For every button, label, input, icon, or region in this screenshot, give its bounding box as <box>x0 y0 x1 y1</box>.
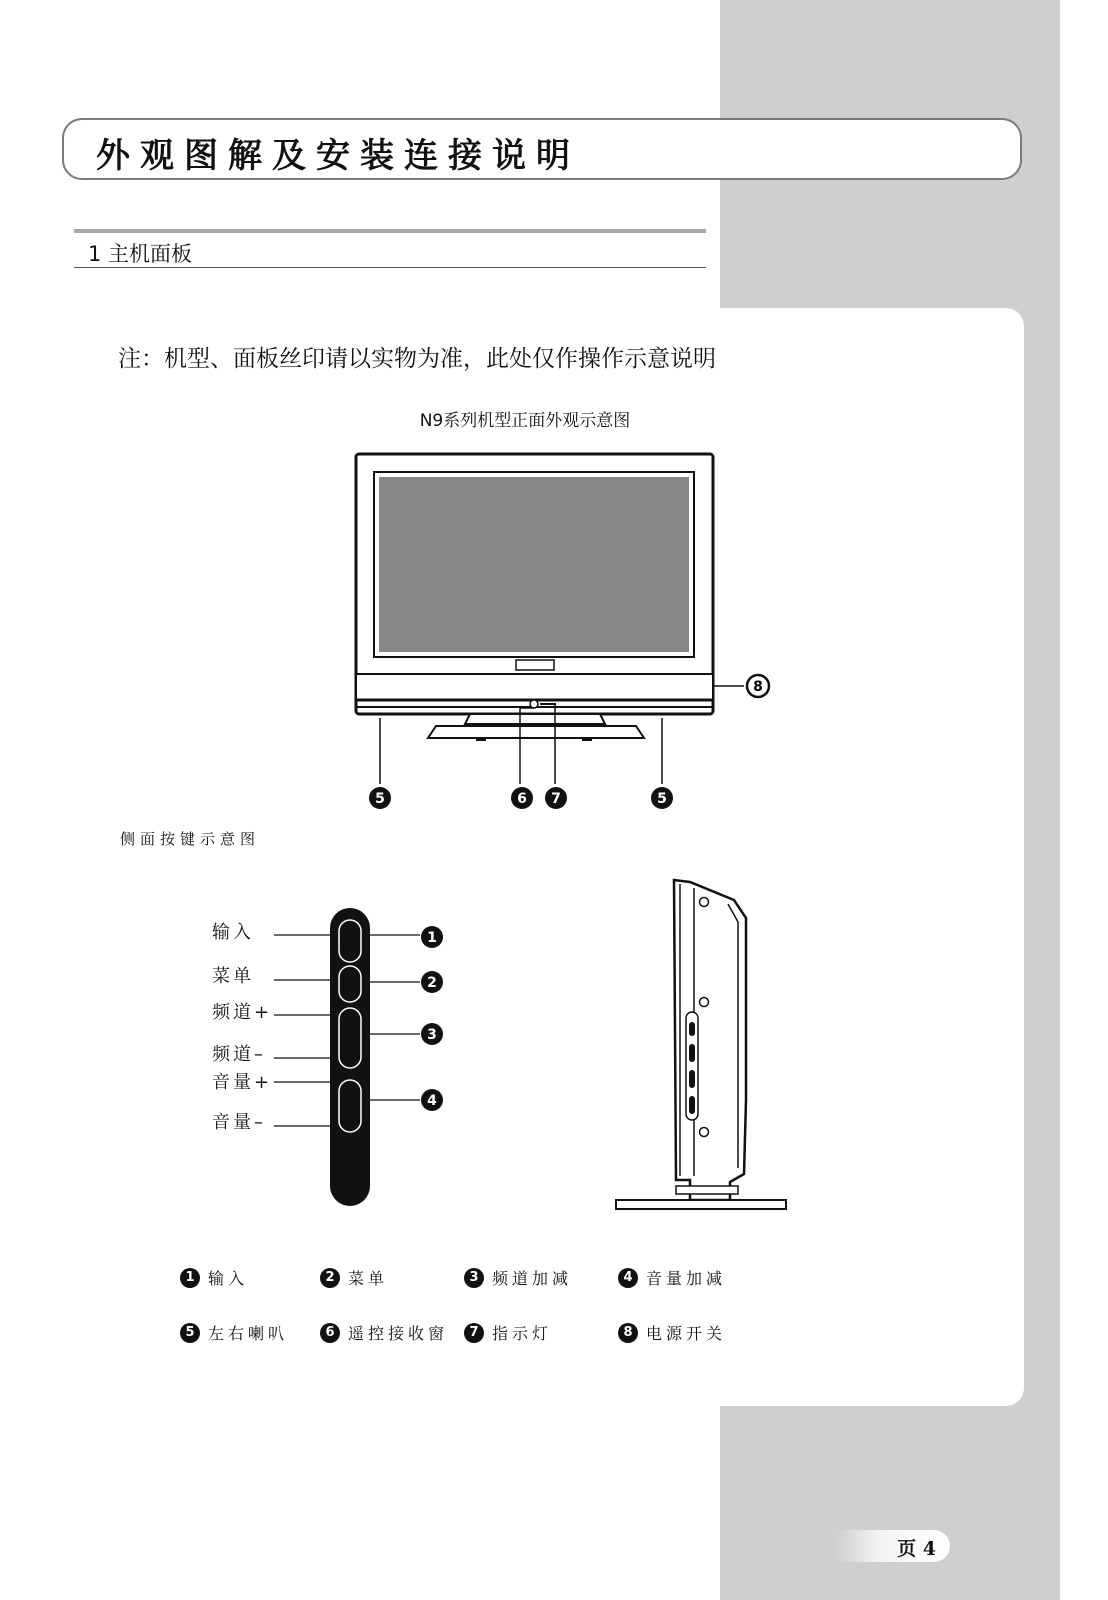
legend-item-power <box>618 1321 726 1344</box>
side-callout-4 <box>421 1089 443 1111</box>
key-label-channel-up: 频道+ <box>212 1002 273 1023</box>
legend-label-5: 左右喇叭 <box>208 1324 289 1343</box>
callout-7-label: 7 <box>551 791 561 807</box>
ir-receiver-window <box>530 700 538 708</box>
key-label-input: 输入 <box>212 922 254 943</box>
key-label-menu: 菜单 <box>212 966 254 987</box>
callout-6 <box>511 787 533 809</box>
legend-num-3: 3 <box>464 1268 484 1288</box>
page-number-tab <box>836 1530 950 1562</box>
legend-label-6: 遥控接收窗 <box>348 1324 449 1343</box>
callout-8-label: 8 <box>753 679 763 695</box>
legend-label-4: 音量加减 <box>646 1269 727 1288</box>
side-callout-1 <box>421 926 443 948</box>
tv-stand-neck <box>465 714 605 724</box>
legend-item-speakers <box>180 1321 288 1344</box>
legend-label-1: 输入 <box>208 1269 249 1288</box>
legend-label-3: 频道加减 <box>492 1269 573 1288</box>
legend-item-ir-window <box>320 1321 448 1344</box>
section-heading: 1 主机面板 <box>88 242 193 266</box>
tv-speaker-band <box>356 674 713 700</box>
callout-6-label: 6 <box>517 791 527 807</box>
legend-num-8: 8 <box>618 1323 638 1343</box>
legend-item-indicator <box>464 1321 552 1344</box>
volume-key <box>339 1080 361 1132</box>
side-callout-3 <box>421 1023 443 1045</box>
side-caption: 侧面按键示意图 <box>120 830 261 848</box>
channel-key <box>339 1008 361 1068</box>
tv-stand-base <box>428 726 644 738</box>
callout-5-right-label: 5 <box>657 791 667 807</box>
callout-7 <box>545 787 567 809</box>
callout-5-left-label: 5 <box>375 791 385 807</box>
legend-label-8: 电源开关 <box>646 1324 727 1343</box>
key-label-volume-down: 音量– <box>212 1112 266 1133</box>
tv-side-profile <box>616 880 786 1209</box>
menu-key <box>339 966 361 1002</box>
tv-screen <box>379 477 689 652</box>
tv-logo-plate <box>516 660 554 670</box>
legend-num-6: 6 <box>320 1323 340 1343</box>
legend-label-7: 指示灯 <box>492 1324 553 1343</box>
callout-8 <box>747 675 769 697</box>
legend-item-input <box>180 1266 248 1289</box>
note-text: 注：机型、面板丝印请以实物为准，此处仅作操作示意说明 <box>118 346 716 372</box>
legend-num-4: 4 <box>618 1268 638 1288</box>
callout-5-right <box>651 787 673 809</box>
legend-item-channel <box>464 1266 572 1289</box>
side-callout-3-label: 3 <box>427 1027 437 1043</box>
side-callout-4-label: 4 <box>427 1093 437 1109</box>
legend-item-menu <box>320 1266 388 1289</box>
page-number: 页 4 <box>897 1538 936 1560</box>
side-callout-2-label: 2 <box>427 975 437 991</box>
page-title: 外观图解及安装连接说明 <box>96 136 580 176</box>
side-callout-1-label: 1 <box>427 930 437 946</box>
key-label-channel-down: 频道– <box>212 1044 266 1065</box>
key-label-volume-up: 音量+ <box>212 1072 273 1093</box>
front-caption: N9系列机型正面外观示意图 <box>419 411 631 431</box>
legend-num-2: 2 <box>320 1268 340 1288</box>
legend-num-5: 5 <box>180 1323 200 1343</box>
legend-item-volume <box>618 1266 726 1289</box>
callout-5-left <box>369 787 391 809</box>
legend-num-7: 7 <box>464 1323 484 1343</box>
input-key <box>339 920 361 962</box>
side-callout-2 <box>421 971 443 993</box>
legend-label-2: 菜单 <box>348 1269 389 1288</box>
legend-num-1: 1 <box>180 1268 200 1288</box>
